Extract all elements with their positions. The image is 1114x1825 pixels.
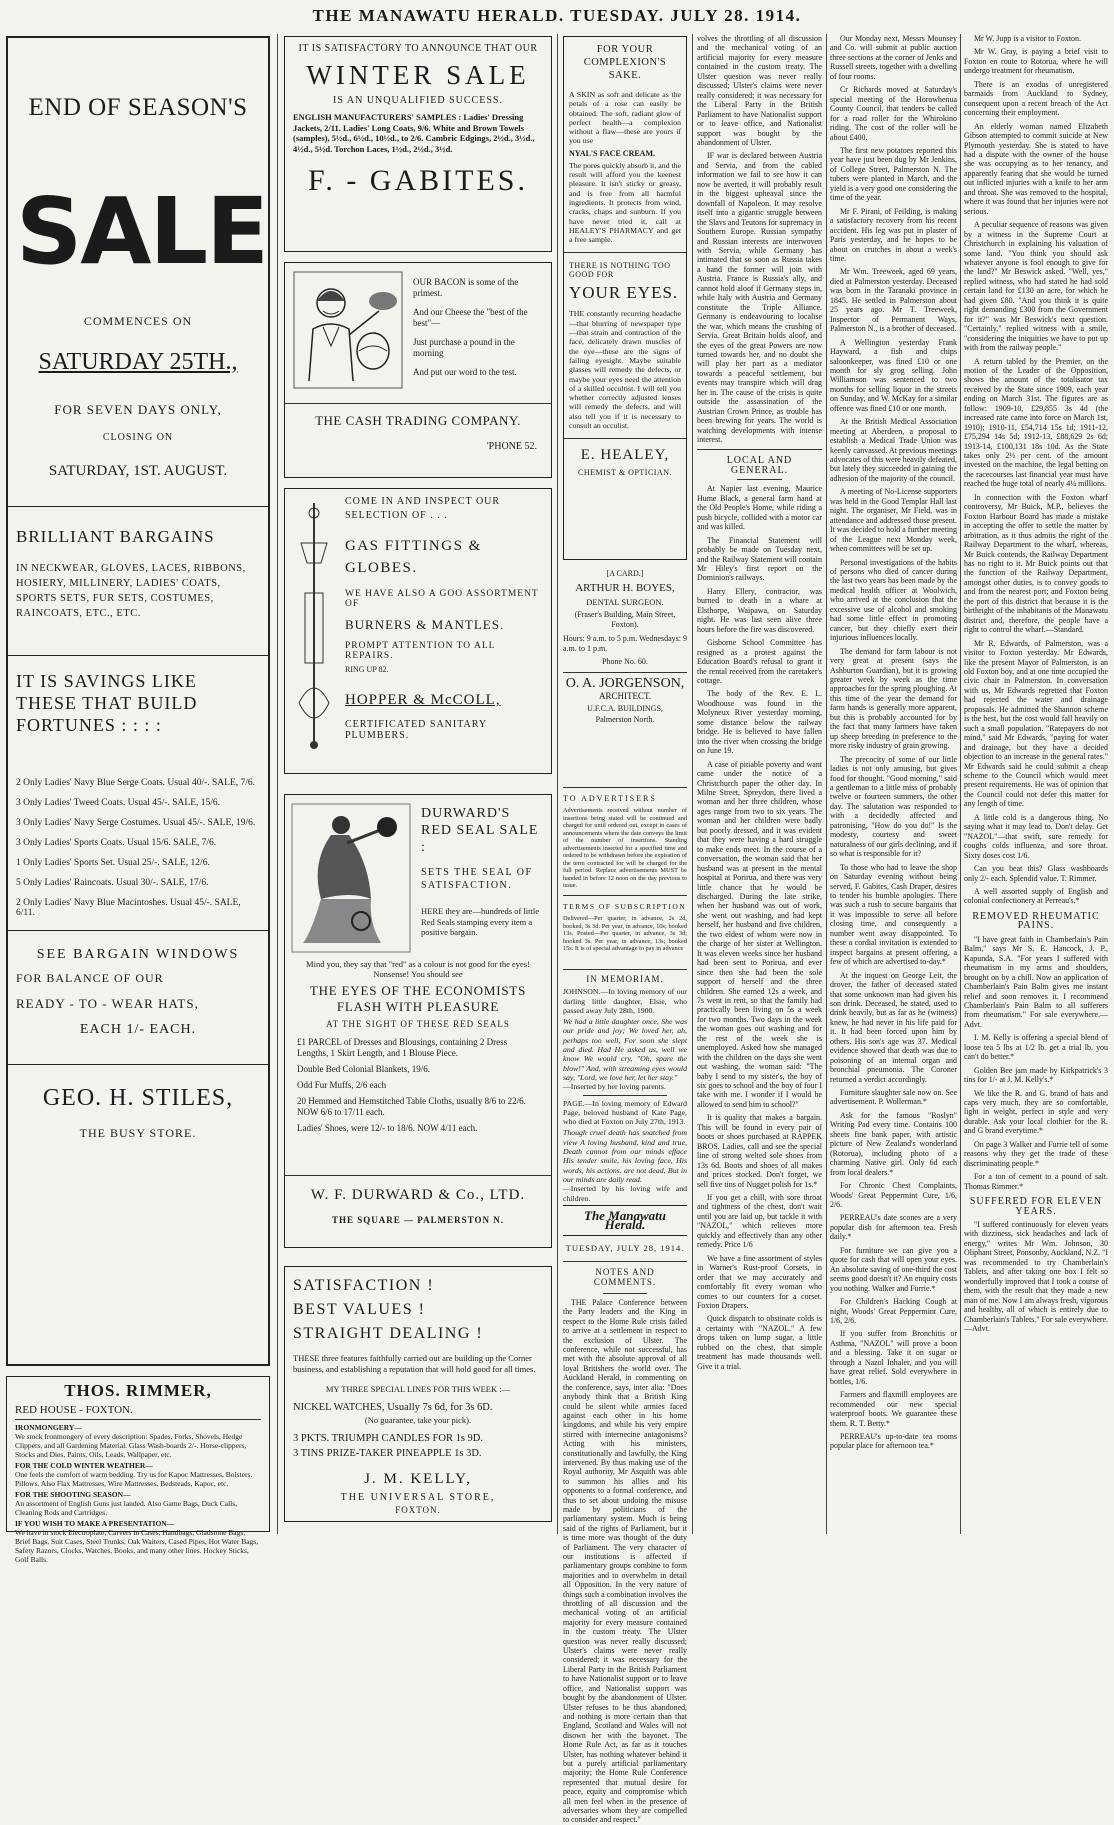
news-paragraph: The demand for farm labour is not very great at present (says the Ashburton Guardian), but it is growing greater week by week as the time approaches for the spring ploughing. At this time of the year the demand for farm hands is generally more apparent, but this is probably accounted for by the fact that many farmers have taken up sheep breeding in preference to the more risky industry of grain growing. bbox=[830, 646, 957, 751]
healey-text: A SKIN as soft and delicate as the petals of a rose can easily be obtained. The soft, radiant glow of perfect health—a complexion without a flaw—these are yours if you use bbox=[569, 90, 681, 146]
rimmer-text: We have in stock Electroplate, Carvers in Cases, Handbags, Gladstone Bags, Brief Bags, Suit Cases, Steel Trunks, Oak Waiters, Cased Pipes, Hot Water Bags, Safety Razors, Clocks, Watches, Books, and many other lines. Hockey Sticks, Golf Balls. bbox=[15, 1528, 259, 1564]
news-paragraph: A meeting of No-License supporters was held in the Good Templar Hall last night. The organiser, Mr Field, was in attendance and addressed those present. It was decided to hold a further meeting of the League next Monday week, when committees will be set up. bbox=[830, 487, 957, 554]
stiles-items-list bbox=[16, 778, 260, 918]
stiles-balance: FOR BALANCE OF OUR bbox=[16, 971, 164, 985]
kelly-town: FOXTON. bbox=[395, 1505, 441, 1515]
stiles-advert bbox=[6, 36, 270, 1366]
news-paragraph: A little cold is a dangerous thing. No saying what it may lead to. Don't delay. Get "NAZOL"—that swift, sure remedy for coughs colds influenza, and sore throat. Sixty doses cost 1/6. bbox=[964, 812, 1108, 860]
stiles-commences: COMMENCES ON bbox=[83, 314, 193, 328]
divider bbox=[8, 506, 268, 507]
divider bbox=[563, 969, 687, 970]
durward-address: THE SQUARE — PALMERSTON N. bbox=[332, 1215, 504, 1225]
divider bbox=[564, 252, 686, 253]
hopper-sub: CERTIFICATED SANITARY PLUMBERS. bbox=[345, 719, 487, 741]
healey-top: FOR YOUR COMPLEXION'S SAKE. bbox=[583, 44, 667, 81]
stiles-see: SEE BARGAIN WINDOWS bbox=[36, 947, 240, 962]
news-paragraph: In connection with the Foxton wharf controversy, Mr Buick, M.P., believes the Foxton Harbour Board has made a mistake in accepting the offer to settle the matter by arbitration, as it thus admits the right of the Railway Department to the wharf, whereas, Mr Buick contends, the Railway Department has no right to it. Mr Buick points out that the function of the Railway Department, amongst other duties, is to convey goods to and from the nearest port; and Foxton being the port of this district that because it is the birthright of the inhabitants of the Manawatu district and, therefore, the people have a right to control the wharf.—Standard. bbox=[964, 492, 1108, 635]
healey-cream: NYAL'S FACE CREAM. bbox=[569, 148, 656, 158]
news-paragraph: An elderly woman named Elizabeth Gibson attempted to commit suicide at New Plymouth yesterday. She is stated to have had a dispute with the owner of the house she was occupying as to her tenancy, and apparently fearing that she would be turned out inflicted injuries with a knife to her arm and throat. She was removed to the hospital, where it was found that her injuries were not serious. bbox=[964, 121, 1108, 216]
rimmer-house: RED HOUSE - FOXTON. bbox=[15, 1404, 261, 1420]
list-item: Ladies' Shoes, were 12/- to 18/6. NOW 4/11 each. bbox=[297, 1123, 478, 1133]
gas-fitting-illustration bbox=[291, 503, 337, 753]
stiles-bargains-title: BRILLIANT BARGAINS bbox=[16, 527, 215, 546]
healey-advert bbox=[563, 36, 687, 560]
divider bbox=[737, 479, 782, 480]
healey-name: E. HEALEY, bbox=[580, 447, 670, 464]
jorgenson-name: O. A. JORGENSON, bbox=[565, 676, 685, 692]
column-rule bbox=[277, 34, 278, 1534]
hopper-burners: BURNERS & MANTLES. bbox=[345, 617, 505, 632]
healey-sub: CHEMIST & OPTICIAN. bbox=[577, 468, 673, 478]
kelly-line: (No guarantee, take your pick). bbox=[364, 1415, 472, 1425]
hopper-text: COME IN AND INSPECT OUR SELECTION OF . . . bbox=[345, 496, 501, 521]
gabites-text: ENGLISH MANUFACTURERS' SAMPLES : Ladies' Dressing Jackets, 2/11. Ladies' Long Coats, 9/6. White and Brown Towels (samples), 5½d., 6½d., 10½d., to 2/6. Cambric Edgings, 2½d., 3½d., 4½d., 5½d. Torchon Laces, 1½d., 2½d., 3½d. bbox=[293, 112, 535, 154]
news-paragraph: Mr F. Pirani, of Feilding, is making a satisfactory recovery from his recent accident. His leg was put in plaster of Paris yesterday, and he hopes to be about on crutches in about a week's time. bbox=[830, 206, 957, 263]
list-item: 2 Only Ladies' Navy Blue Serge Coats. Usual 40/-. SALE, 7/6. bbox=[16, 778, 256, 788]
herald-column-4 bbox=[697, 34, 822, 1534]
list-item: £1 PARCEL of Dresses and Blousings, containing 2 Dress Lengths, 1 Skirt Length, and 1 Blouse Piece. bbox=[297, 1037, 508, 1058]
news-paragraph: Mr W. Gray, is paying a brief visit to Foxton en route to Rotorua, where he will undergo treatment for rheumatism. bbox=[964, 47, 1108, 76]
cash-line: Just purchase a pound in the morning bbox=[413, 337, 515, 358]
stiles-closing: CLOSING ON bbox=[102, 432, 174, 443]
rimmer-heading: FOR THE COLD WINTER WEATHER— bbox=[15, 1461, 153, 1470]
kelly-heading: SATISFACTION ! bbox=[293, 1277, 435, 1294]
durward-headline: THE EYES OF THE ECONOMISTS FLASH WITH PLEASURE bbox=[309, 983, 527, 1014]
divider bbox=[8, 1064, 268, 1065]
list-item: 3 Only Ladies' Sports Coats. Usual 15/6. SALE, 7/6. bbox=[16, 838, 217, 848]
memoriam-sig: —Inserted by his loving wife and children. bbox=[563, 1184, 687, 1203]
news-paragraph: The first new potatoes reported this year have just been dug by Mr Jenkins, of College Street, Palmerston N. The tubers were planted in March, and the yield is a very good one considering the time of the year. bbox=[830, 145, 957, 203]
article-heading: SUFFERED FOR ELEVEN YEARS. bbox=[969, 1196, 1103, 1217]
divider bbox=[563, 1205, 687, 1206]
news-column-6 bbox=[964, 34, 1108, 1534]
advertisers-heading: TO ADVERTISERS bbox=[563, 794, 657, 803]
healey-text: THE constantly recurring headache—that blurring of newspaper type—that strain and contraction of the face, delicately drawn muscles of the eye—these are the signs of failing eyesight. Maybe suitable glasses will remedy the defects, or maybe your eyes need the attention of a skilled occultist. I will tell you whether correctly adjusted lenses will remedy the defects, and will also tell you if it is necessary to consult an occulist. bbox=[569, 309, 681, 431]
news-paragraph: The precocity of some of our little ladies is not only amusing, but gives food for thought. "Good morning," said a gentleman to a little miss of probably twelve or fourteen summers, the other day. The salutation was responded to with a decidedly affected and patronising, "How do you do!" Is the modesty, courtesy and sweet naturalness of our girls declining, and if so what is responsible for it? bbox=[830, 754, 957, 859]
kelly-store: THE UNIVERSAL STORE, bbox=[340, 1492, 496, 1503]
stiles-savings: IT IS SAVINGS LIKE THESE THAT BUILD FORTUNES : : : : bbox=[16, 671, 198, 735]
news-paragraph: There is an exodus of unregistered barmaids from Auckland to Sydney, consequent upon a recent breach of the Act concerning their employment. bbox=[964, 79, 1108, 118]
stiles-each: EACH 1/- EACH. bbox=[79, 1022, 197, 1037]
list-item: 3 Only Ladies' Tweed Coats. Usual 45/-. SALE, 15/6. bbox=[16, 798, 221, 808]
news-paragraph: If you suffer from Bronchitis or Asthma, "NAZOL" will prove a boon and a blessing. Take it on sugar or through a Nazol Inhaler, and you will have great relief. Sold everywhere in bottles, 1/6. bbox=[830, 1329, 957, 1386]
herald-date: TUESDAY, JULY 28, 1914. bbox=[565, 1242, 685, 1253]
advertisers-text: Advertisements received without number of insertions being stated will be continued and charged for until ordered out, except in cases of announcements where the date conveys the limit of the number of insertions. Standing advertisements inserted for a specified time and ordered to be withdrawn before the expiration of the term contracted for will be charged for the full period. Replace advertisements MUST be handed in before 12 noon on the day previous to issue. bbox=[563, 807, 687, 890]
jorgenson-build: U.F.C.A. BUILDINGS, bbox=[587, 703, 663, 713]
list-item: 5 Only Ladies' Raincoats. Usual 30/-. SALE, 17/6. bbox=[16, 878, 209, 888]
list-item: Double Bed Colonial Blankets, 19/6. bbox=[297, 1064, 430, 1074]
hopper-text: PROMPT ATTENTION TO ALL REPAIRS. bbox=[345, 641, 496, 661]
healey-top: THERE IS NOTHING TOO GOOD FOR bbox=[569, 261, 671, 280]
editorial-paragraph: volves the throttling of all discussion and the mechanical voting of an artificial majority for every measure contained in the custom treaty. The Ulster question was never really discussed; Ulster's claims were never really considered; it was necessary for the Liberal Party in the British Parliament to have Nationalist support or to leave office, and Nationalist support was bought by the abandonment of Ulster. bbox=[697, 34, 822, 147]
durward-at: AT THE SIGHT OF THESE RED SEALS bbox=[326, 1019, 510, 1029]
herald-notes: NOTES AND COMMENTS. bbox=[593, 1267, 657, 1287]
cards-column bbox=[563, 568, 687, 778]
kelly-heading: STRAIGHT DEALING ! bbox=[293, 1325, 484, 1342]
rimmer-advert bbox=[6, 1376, 270, 1564]
notices-column bbox=[563, 782, 687, 962]
stiles-closing-date: SATURDAY, 1ST. AUGUST. bbox=[48, 463, 228, 479]
news-paragraph: We like the R. and G. brand of hats and caps very much, they are so comfortable, light in weight, perfect in style and very durable. Ask your local clothier for the R. and G brand everytime.* bbox=[964, 1088, 1108, 1136]
news-paragraph: Ask for the famous "Roslyn" Writing Pad every time. Contains 100 sheets fine bank paper, with artistic picture of New Zealand's wonderland (Rotorua), including photo of a charming Native girl. Only 6d each from local dealers.* bbox=[830, 1110, 957, 1177]
kelly-text: THESE three features faithfully carried out are building up the Corner business, and establishing a reputation that will hold good for all times. bbox=[293, 1353, 536, 1374]
jorgenson-town: Palmerston North. bbox=[595, 715, 655, 725]
news-paragraph: A peculiar sequence of reasons was given by a witness in the Supreme Court at Christchurch in explaining his valuation of some land. "You think you should ask whatever anyone is fool enough to give for the land?" Mr Beswick asked. "Well, yes," replied witness, who had stated he had sold certain land for £130 an acre, for which he had given £80. "And you think it is quite right demanding £300 from the Government for it?" was Mr Beswick's next question. "Certainly," replied witness with a smile, "considering the iniquities we have to put up with from the railway people." bbox=[964, 220, 1108, 353]
rimmer-heading: IF YOU WISH TO MAKE A PRESENTATION— bbox=[15, 1519, 175, 1528]
news-paragraph: The body of the Rev. E. L. Woodhouse was found in the Molyneux River yesterday morning, some distance below the railway bridge. He is believed to have fallen into the river when crossing the bridge on June 19. bbox=[697, 689, 822, 756]
divider bbox=[8, 655, 268, 656]
rimmer-text: An assortment of English Guns just landed. Also Game Bags, Duck Calls, Cleaning Rods and Cartridges. bbox=[15, 1499, 238, 1517]
news-paragraph: At the inquest on George Leit, the drover, the father of deceased stated that some unknown man had given his son drink. Deceased, he stated, used to drink heavily, but as far as he (witness) knew, he had never in his life paid for it. It had been forced upon him by others. His son's age was 37. Medical evidence showed that death was due to poisoning of an internal organ and bronchial pneumonia. The Coroner returned a verdict accordingly. bbox=[830, 970, 957, 1084]
memoriam-verse: We had a little daughter once, She was our pride and joy; We loved her, ah, perhaps too well, For soon she slept and died. Had He asked us, well we know We would cry, "Oh, spare the blow!" And, with streaming eyes would say, "Lord, we love her, let her stay." bbox=[563, 1017, 687, 1082]
stiles-store: THE BUSY STORE. bbox=[79, 1126, 197, 1140]
kelly-line: 3 TINS PRIZE-TAKER PINEAPPLE 1s 3D. bbox=[293, 1448, 482, 1459]
hopper-name: HOPPER & McCOLL, bbox=[345, 692, 501, 708]
hopper-gas: GAS FITTINGS & GLOBES. bbox=[345, 538, 482, 576]
news-paragraph: PERREAU's up-to-date tea rooms popular place for afternoon tea.* bbox=[830, 1431, 957, 1451]
news-paragraph: Personal investigations of the habits of persons who died of cancer during the last two years has been made by the medical health officer at Woolwich, who arrived at the conclusion that the excessive use of alcohol and smoking had some little effect in promoting cancer, but they chiefly exert their injurious influences locally. bbox=[830, 557, 957, 643]
news-paragraph: "I have great faith in Chamberlain's Pain Balm," says Mr S. E. Hancock, J. P., Kapunda, S.A. "For years I suffered with rheumatism in my arms and shoulders, brought on by a chill. Now an application of Chamberlain's Pain Balm gives me instant relief and soon removes it. I recommend Chamberlain's Pain Balm to all sufferers from rheumatism." For sale everywhere.—Advt. bbox=[964, 934, 1108, 1029]
news-paragraph: "I suffered continuously for eleven years with dizziness, sick headaches and lack of energy," writes Mr Wm. Johnson, 30 Oliphant Street, Ponsonby, Auckland, N.Z. "I was recommended to try Chamberlain's Tablets, and after taking one box I felt so wonderfully improved that I took a course of them, with the result that they made a new man of me. Now I am always fresh, vigorous and healthy, all of which is entirely due to Chamberlain's Tablets." For sale everywhere.—Advt. bbox=[964, 1220, 1108, 1333]
hopper-text: WE HAVE ALSO A GOO ASSORTMENT OF bbox=[345, 589, 539, 609]
news-paragraph: Our Monday next, Messrs Mounsey and Co. will submit at public auction three sections at the corner of Jenks and Russell streets, together with a dwelling of four rooms. bbox=[830, 34, 957, 81]
rimmer-name: THOS. RIMMER, bbox=[64, 1381, 212, 1400]
stiles-ready: READY - TO - WEAR HATS, bbox=[16, 996, 199, 1011]
news-paragraph: Farmers and flaxmill employees are recommended our new special waterproof boots. We guarantee these them. R. T. Betty.* bbox=[830, 1390, 957, 1428]
grocer-illustration bbox=[293, 271, 403, 389]
news-paragraph: It is quality that makes a bargain. This will be found in every pair of boots or shoes purchased at RAPPEK BROS. Ladies, call and see the special line of strong welted sole shoes from 13s 6d. Boots and shoes of all makes and prices stocked. Don't forget, we sell five tins of Nugget polish for 1s.* bbox=[697, 1113, 822, 1189]
memoriam-text: PAGE.—In loving memory of Edward Page, beloved husband of Kate Page, who died at Foxton on July 27th, 1913. bbox=[563, 1098, 687, 1127]
divider bbox=[563, 1235, 687, 1236]
news-paragraph: PERREAU's date scones are a very popular dish for afternoon tea. Fresh daily.* bbox=[830, 1213, 957, 1242]
news-paragraph: Furniture slaughter sale now on. See advertisement. P. Wollerman.* bbox=[830, 1088, 957, 1107]
news-paragraph: Gisborne School Committee has resigned as a protest against the Education Board's refusal to grant it the rental received from the caretaker's cottage. bbox=[697, 638, 822, 685]
jorgenson-title: ARCHITECT. bbox=[598, 691, 652, 702]
seal-lady-illustration bbox=[291, 803, 411, 953]
durward-text: HERE they are—hundreds of little Red Seals stamping every item a positive bargain. bbox=[421, 906, 540, 937]
cash-trading-advert bbox=[284, 262, 552, 478]
divider bbox=[603, 1293, 647, 1294]
news-paragraph: We have a fine assortment of styles in Warner's Rust-proof Corsets, in order that we may accurately and comfortably fit every woman who comes to our counters for a corset. Foxton Drapers. bbox=[697, 1253, 822, 1310]
subscription-heading: TERMS OF SUBSCRIPTION bbox=[563, 901, 687, 911]
hopper-advert bbox=[284, 488, 552, 774]
boyes-hours: Hours: 9 a.m. to 5 p.m. Wednesdays: 9 a.m. to 1 p.m. bbox=[563, 633, 687, 653]
news-paragraph: On page 3 Walker and Furrie tell of some reasons why they get the trade of these discriminating people.* bbox=[964, 1139, 1108, 1168]
memoriam-sig: —Inserted by her loving parents. bbox=[563, 1082, 666, 1092]
stiles-bargains-text: IN NECKWEAR, GLOVES, LACES, RIBBONS, HOSIERY, MILLINERY, LADIES' COATS, SPORTS SETS, FUR SETS, COSTUMES, RAINCOATS, ETC., ETC. bbox=[16, 563, 246, 619]
stiles-name: GEO. H. STILES, bbox=[42, 1085, 234, 1111]
rimmer-text: We stock Ironmongery of every description: Spades, Forks, Shovels, Hedge Clippers, and all Gardening Material. Glass Wash-boards 2/-. Horse-clippers, Stocks and Dies, Paints, Oils, Leads, Wallpaper, etc. bbox=[15, 1432, 247, 1459]
stiles-seven-days: FOR SEVEN DAYS ONLY, bbox=[54, 402, 222, 417]
boyes-address: (Fraser's Building, Main Street, Foxton). bbox=[574, 609, 676, 629]
news-paragraph: For Children's Hacking Cough at night, Woods' Great Peppermint Cure, 1/6, 2/6. bbox=[830, 1297, 957, 1325]
list-item: 2 Only Ladies' Navy Blue Macintoshes. Usual 45/-. SALE, 6/11. bbox=[16, 898, 241, 918]
stiles-sale: SALE bbox=[16, 178, 267, 285]
durward-text: Mind you, they say that "red" as a colour is not good for the eyes! Nonsense! You should see bbox=[306, 959, 530, 979]
gabites-advert bbox=[284, 36, 552, 252]
memoriam-title: IN MEMORIAM. bbox=[586, 974, 664, 984]
news-paragraph: A case of pitiable poverty and want came under the notice of a Christchurch paper the other day. In Milne Street, Spreydon, there lived a woman and her three children, whose ages range from two to six years. The woman and her children were badly but poorly dressed, and it was evident that they were having a hard struggle to make ends meet. In the course of a conversation, the woman said that her husband was at present in the mental hospital at Porirua, and there was very little chance that he would be discharged. During the late strike, when her husband was out of work, she went out washing, and had kept herself, her husband and five children, the two eldest of whom were now in the charge of her sister at Wellington. It was eleven weeks since her husband had been sent to Porirua, and ever since then she had been the sole support of herself and the three children. She earned 12s a week, and 7s went in rent, so that the family had practically been living on 5s a week for two months. Two days in the week the woman goes out washing and for the rest of the week she is unemployed. Asked how she managed with the children on the days she went out washing, the woman said: "The baby I send to my sister's, the boy of six goes to school and the boy of four I take with me. I wonder if I would be allowed to send him to school?" bbox=[697, 759, 822, 1109]
list-item: 20 Hemmed and Hemstitched Table Cloths, usually 8/6 to 22/6. NOW 6/6 to 17/11 each. bbox=[297, 1096, 526, 1117]
memoriam-verse: Though cruel death has snatched from view A loving husband, kind and true, Death cannot from our minds efface His tender smile, his loving face, His words, his actions, are not dead, But in our minds are daily read. bbox=[563, 1128, 687, 1184]
masthead: THE MANAWATU HERALD. TUESDAY. JULY 28. 1914. bbox=[312, 6, 802, 25]
list-item: 3 Only Ladies' Navy Serge Costumes. Usual 45/-. SALE, 19/6. bbox=[16, 818, 256, 828]
memoriam-text: JOHNSON.—In loving memory of our darling little daughter, Elsie, who passed away July 28th, 1900. bbox=[563, 987, 687, 1015]
boyes-name: ARTHUR H. BOYES, bbox=[575, 582, 675, 595]
cash-line: OUR BACON is some of the primest. bbox=[413, 277, 519, 298]
gabites-intro: IT IS SATISFACTORY TO ANNOUNCE THAT OUR bbox=[298, 43, 538, 54]
news-paragraph: For a ton of cement to a pound of salt. Thomas Rimmer.* bbox=[964, 1172, 1108, 1191]
durward-heading: SETS THE SEAL OF SATISFACTION. bbox=[421, 867, 533, 891]
list-item: Odd Fur Muffs, 2/6 each bbox=[297, 1080, 387, 1090]
news-paragraph: For furniture we can give you a quote for cash that will open your eyes. An absolute saving of one-third the cost seems good doesn't it? An enquiry costs you nothing. Walker and Furrie.* bbox=[830, 1245, 957, 1293]
news-paragraph: Can you beat this? Glass washboards only 2/- each. Splendid value. T. Rimmer. bbox=[964, 864, 1108, 883]
news-paragraph: Harry Ellery, contractor, was burned to death in a whare at Elsthorpe, Waipawa, on Saturday night. He was last seen alive three hours before the fire was discovered. bbox=[697, 586, 822, 634]
card-label: [A CARD.] bbox=[606, 569, 644, 578]
column-rule bbox=[692, 34, 693, 1534]
news-paragraph: A Wellington yesterday Frank Hayward, a fish and chips saloonkeeper, was fined £10 or one month for sly grog selling. John Williamson was sentenced to two months for selling liquor in the streets on Sunday, and W. McKay for a similar offence was fined £10 or one month. bbox=[830, 337, 957, 413]
divider bbox=[564, 438, 686, 439]
boyes-phone: Phone No. 60. bbox=[602, 656, 648, 666]
news-paragraph: Golden Bee jam made by Kirkpatrick's 3 tins for 1/- at J. M. Kelly's.* bbox=[964, 1065, 1108, 1085]
article-heading: REMOVED RHEUMATIC PAINS. bbox=[972, 910, 1100, 932]
news-paragraph: A return tabled by the Premier, on the motion of the Leader of the Opposition, shows the amount of the totalisator tax received by the State since 1909, each year ending on March 31st. The figures are as follow: 1909-10, £29,855 3s 4d (the increased rate came into force on March 1st, 1910); 1910-11, £54,714 15s 1d; 1911-12, £75,294 14s 5d; 1912-13, £88,629 2s 6d; 1913-14, £100,131 18s 10d. As the State takes only 2½ per cent. of the amount invested on the machine, the legal betting on the racecourses last financial year must have reached the huge total of nearly 4¼ millions. bbox=[964, 356, 1108, 489]
herald-banner: The Manawatu Herald. bbox=[584, 1208, 666, 1233]
divider bbox=[563, 672, 687, 673]
news-paragraph: For Chronic Chest Complaints, Woods' Great Peppermint Cure, 1/6, 2/6. bbox=[830, 1181, 957, 1210]
stiles-saturday: SATURDAY 25TH., bbox=[38, 349, 238, 375]
divider bbox=[8, 930, 268, 931]
durward-advert bbox=[284, 794, 552, 1248]
hopper-phone: RING UP 82. bbox=[345, 665, 389, 674]
healey-eyes: YOUR EYES. bbox=[569, 283, 679, 303]
subscription-text: Delivered—Per quarter, in advance, 2s 2d, booked, 3s 3d. Per year, in advance, 10s; booked 13s. Posted—Per quarter, in advance, 3s 3d; booked 3s. Per year, in advance, 13s; booked 15s. It is of special advantage to pay in advance bbox=[563, 915, 687, 953]
list-item: 1 Only Ladies' Sports Set. Usual 25/-. SALE, 12/6. bbox=[16, 858, 210, 868]
divider bbox=[697, 449, 822, 450]
news-paragraph: Cr Richards moved at Saturday's special meeting of the Horowhenua County Council, that tenders be called for a road roller for the Whirokino riding. The cost of the roller will be about £400. bbox=[830, 85, 957, 142]
kelly-name: J. M. KELLY, bbox=[364, 1471, 472, 1487]
cash-line: And put our word to the test. bbox=[413, 367, 517, 377]
local-heading: LOCAL AND GENERAL. bbox=[726, 455, 793, 476]
editorial-paragraph: THE Palace Conference between the Party leaders and the King in respect to the Home Rule crisis failed to arrive at a settlement in respect to the exclusion of Ulster. The conference, while not successful, has met with the absolute approval of all loyal Britishers the world over. The Auckland Herald, in commenting on the conference, says, inter alia: "Does anybody think that a British King could be silent while armies faced against each other in his home kingdoms, and while his very empire stirred with internecine antagonisms? Acting with his ministers, constitutionally and lawfully, the King intervened. By thus making use of the Royal authority, Mr Asquith was able to summon his allies and his opponents to a formal conference, and thus to set about undoing the misuse made by politicians of the parliamentary system. Much is being said of the rights of Parliament, but it is time more was thought of the duty of Parliament. The very character of our institutions is affected if parliamentary groups combine to form majorities and to overwhelm in detail all Opposition. In the very nature of things such a combination involves the throttling of all discussion and the mechanical voting of an artificial majority for every measure contained in the custom treaty. The Ulster question was never really discussed; Ulster's claims were never really considered; it was necessary for the Liberal Party in the British Parliament to have Nationalist support or to leave office, and Nationalist support was bought by the abandonment of Ulster. Ulster refuses to be thus abandoned, and nothing is more certain than that England, Scotland and Wales will not disown her with the bayonet. The Home Rule Act, as far as it touches Ulster, has nothing whatever behind it but a purely artificial parliamentary majority; the Home Rule Conference represented that mutual desire for peace, equity and compromise which all men feel when in the presence of adversaries whom they are compelled to consider and respect." bbox=[563, 1298, 687, 1825]
news-paragraph: Mr Wm. Treeweek, aged 69 years, died at Palmerston yesterday. Deceased was born in the Taranaki province in 1845. He settled in Palmerston about 25 years ago. Mr T. Treeweek, Inspector of Permanent Ways, Palmerston N., is a brother of deceased. bbox=[830, 267, 957, 334]
divider bbox=[563, 895, 687, 896]
news-paragraph: The Financial Statement will probably be made on Tuesday next, and the Railway Statement will contain Mr Hiley's first report on the Dominion's railways. bbox=[697, 535, 822, 583]
rimmer-heading: IRONMONGERY— bbox=[15, 1423, 82, 1432]
kelly-advert bbox=[284, 1266, 552, 1522]
kelly-text: MY THREE SPECIAL LINES FOR THIS WEEK :— bbox=[325, 1384, 511, 1394]
kelly-heading: BEST VALUES ! bbox=[293, 1301, 426, 1318]
news-paragraph: To those who had to leave the shop on Saturday evening without being served, F. Gabites, Cash Draper, desires to tender his humble apologies. There was such a rush to secure bargains that it was impossible to serve all before closing time, and consequently a number went away disappointed. To these a cordial invitation is extended to inspect bargains at present offering, a few of which are advertised to-day.* bbox=[830, 862, 957, 967]
news-paragraph: At Napier last evening, Maurice Hume Black, a general farm hand at the Old People's Home, while riding a push bicycle, collided with a motor car and was killed. bbox=[697, 484, 822, 532]
column-rule bbox=[557, 34, 558, 1534]
rimmer-text: One feels the comfort of warm bedding. Try us for Kapoc Mattresses, Bolsters, Pillows. Also Flax Mattresses, Wire Mattresses, Bedsteads, Kapoc, etc. bbox=[15, 1470, 253, 1488]
news-paragraph: I. M. Kelly is offering a special blend of loose tea 5 lbs at 1/2 lb. get a trial lb. you can't do better.* bbox=[964, 1033, 1108, 1062]
divider bbox=[583, 1095, 667, 1096]
gabites-name: F. - GABITES. bbox=[308, 164, 528, 197]
rimmer-heading: FOR THE SHOOTING SEASON— bbox=[15, 1490, 131, 1499]
news-paragraph: Mr R. Edwards, of Palmerston, was a visitor to Foxton yesterday. Mr Edwards, like the present Mayor of Palmerston, is an old Foxton boy, and at one time occupied the civic chair in Palmerston. In conversation with us, Mr Edwards regretted that Foxton had rejected the water and drainage proposals. He admitted the Shannon scheme is the best, but the cost would fall heavily on such a small population. "Ratepayers do not mind," said Mr Edwards, "paying for water and drainage, but they have a decided objection to an increase in the general rates." Mr Edwards said he could submit a cheap scheme to the Council which would meet present requirements. He was of opinion that the Council could not defer this matter for any length of time. bbox=[964, 638, 1108, 809]
news-paragraph: Mr W. Jupp is a visitor to Foxton. bbox=[974, 34, 1081, 43]
column-rule bbox=[826, 34, 827, 1534]
news-paragraph: A well assorted supply of English and colonial confectionery at Perreau's.* bbox=[964, 886, 1108, 906]
cash-name: THE CASH TRADING COMPANY. bbox=[315, 413, 521, 428]
news-paragraph: At the British Medical Association meeting at Aberdeen, a proposal to establish a Medical Trade Union was keenly canvassed. At previous meetings advocates of this were heavily defeated, but lately they succeeded in gaining the adhesion of the majority of the council. bbox=[830, 417, 957, 483]
boyes-title: DENTAL SURGEON. bbox=[586, 596, 664, 607]
cash-phone: 'PHONE 52. bbox=[486, 441, 537, 452]
divider bbox=[563, 1261, 687, 1262]
kelly-line: 3 PKTS. TRIUMPH CANDLES FOR 1s 9D. bbox=[293, 1433, 484, 1444]
durward-heading: DURWARD'S RED SEAL SALE : bbox=[421, 806, 539, 855]
gabites-title: WINTER SALE bbox=[306, 60, 530, 90]
editorial-paragraph: IF war is declared between Austria and Servia, and from the cabled information we fail to see how it can now be averted, it will probably result in the biggest upheaval since the downfall of Napoleon. It may resolve itself into a gigantic struggle between the Slavs and Teutons for supremacy in Southern Europe. Russian sympathy and Russian interests are interwoven with Servia, while Germany has intimated that so soon as Russia takes a hand the former will join with Austria. France is Russia's ally, and cannot hold aloof if Germany steps in, while Italy with Austria and Germany constitute the Triple Alliance. Germany is endeavouring to localise the war, which means the crushing of Servia. Great Britain holds aloof, and the eyes of the great Powers are now turned towards her, and no doubt she will play her part as a mediator towards a peaceful settlement, but events may transpire which will drag her in. The cause of the crisis is quite outside the assassination of the Austrian Crown Prince, as trouble has been brewing for years. The world is watching developments with intense interest. bbox=[697, 151, 822, 445]
cash-line: And our Cheese the "best of the best"— bbox=[413, 307, 528, 328]
news-paragraph: If you get a chill, with sore throat and tightness of the chest, don't wait until you are laid up, but tackle it with "NAZOL," which relieves more quickly and effectively than any other remedy. Price 1/6 bbox=[697, 1193, 822, 1250]
divider bbox=[563, 787, 687, 788]
herald-editorial-left bbox=[563, 1200, 687, 1825]
news-paragraph: Quick dispatch to obstinate colds is a certainty with "NAZOL." A few drops taken on lump sugar, a little rubbed on the chest, that simple treatment has made thousands well. Give it a trial. bbox=[697, 1314, 822, 1371]
stiles-title: END OF SEASON'S bbox=[28, 94, 248, 121]
gabites-sub: IS AN UNQUALIFIED SUCCESS. bbox=[333, 95, 503, 106]
news-column-5 bbox=[830, 34, 957, 1534]
column-rule bbox=[960, 34, 961, 1534]
healey-text: The pores quickly absorb it, and the result will afford you the keenest pleasure. It isn't sticky or greasy, and is free from all harmful ingredients. It protects from wind, cracks, chaps and sunburn. If you have never tried it, call at HEALEY'S PHARMACY and get a free sample. bbox=[569, 160, 681, 245]
kelly-line: NICKEL WATCHES, Usually 7s 6d, for 3s 6D. bbox=[293, 1402, 493, 1413]
durward-name: W. F. DURWARD & Co., LTD. bbox=[310, 1187, 526, 1203]
memoriam-column bbox=[563, 964, 687, 1203]
